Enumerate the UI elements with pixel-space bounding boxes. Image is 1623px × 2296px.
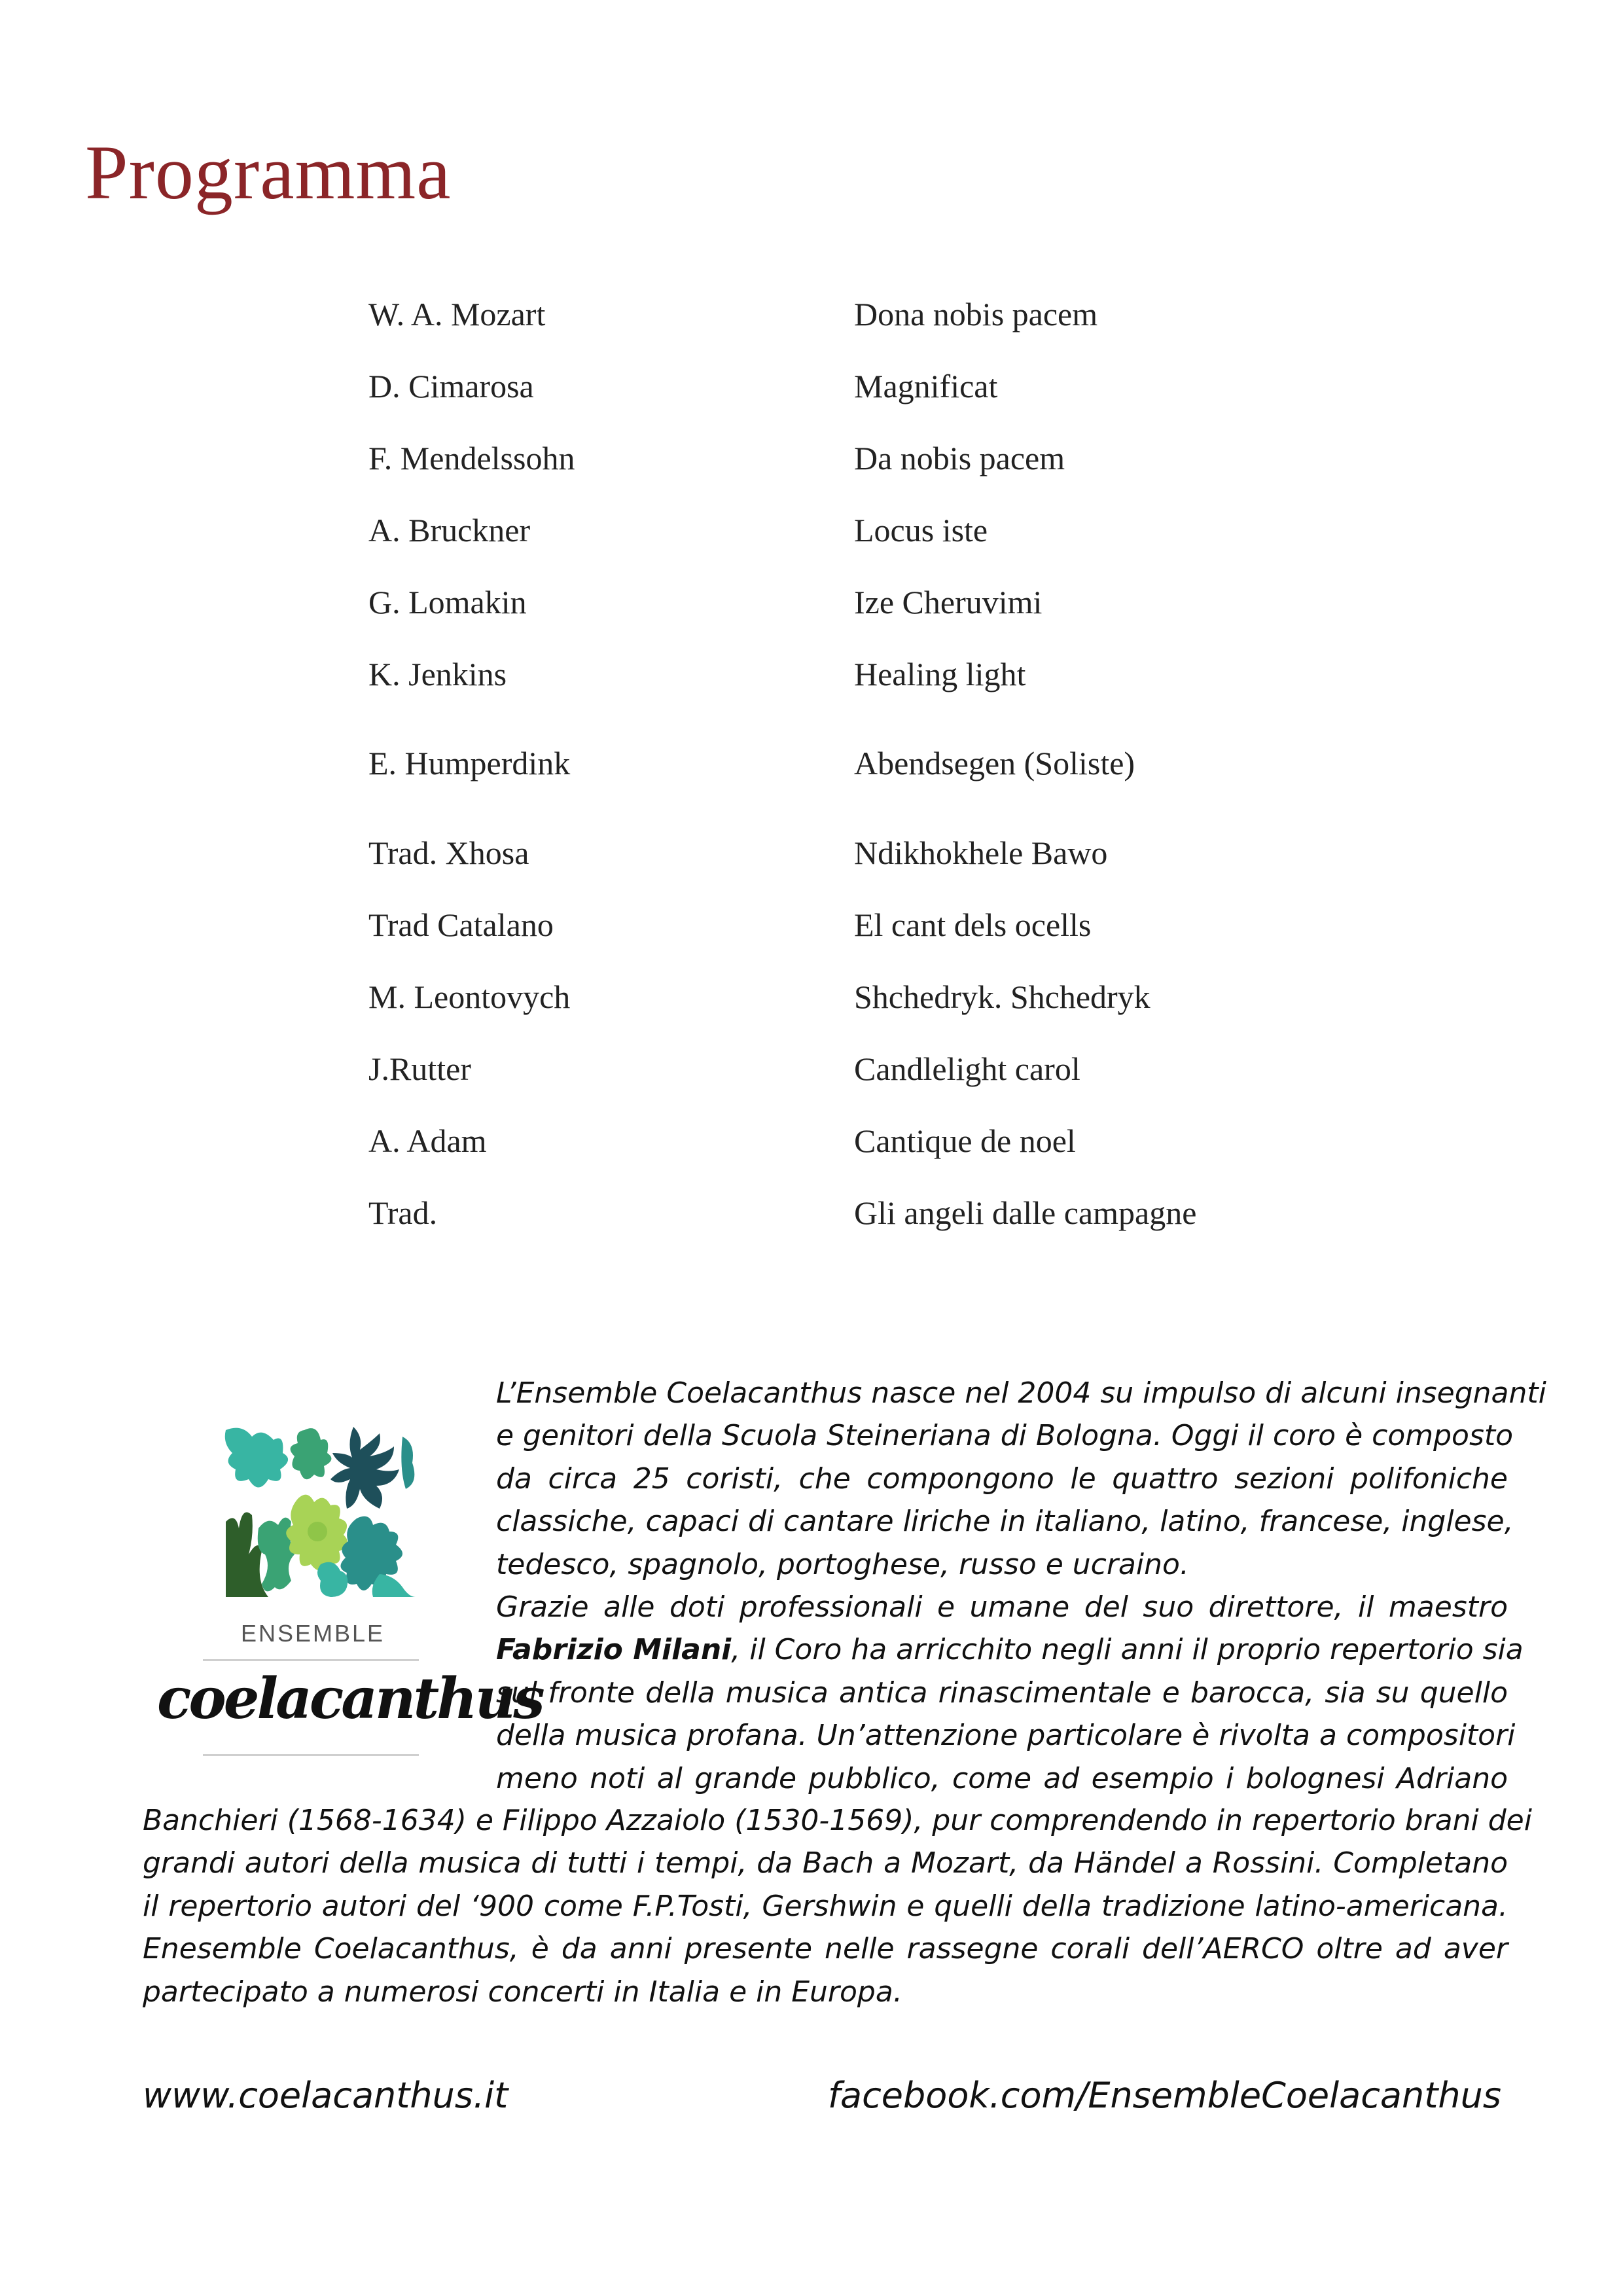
- piece-title: Da nobis pacem: [854, 440, 1065, 476]
- director-name: Fabrizio Milani: [496, 1633, 732, 1667]
- program-row: [0, 435, 1623, 481]
- program-row: [0, 974, 1623, 1020]
- bio-line: Banchieri (1568-1634) e Filippo Azzaiolo (1530-1569), pur comprendendo in repertorio brani dei: [143, 1804, 1532, 1837]
- composer-name: J.Rutter: [368, 1050, 471, 1087]
- composer-name: G. Lomakin: [368, 584, 527, 620]
- bio-text-bottom: [143, 1799, 1532, 2013]
- program-row: [0, 291, 1623, 337]
- bio-line: Grazie alle doti professionali e umane del suo direttore, il maestro: [496, 1590, 1508, 1624]
- composer-name: Trad Catalano: [368, 906, 554, 943]
- bio-line: tedesco, spagnolo, portoghese, russo e ucraino.: [496, 1547, 1189, 1581]
- ensemble-logo: [157, 1424, 543, 1764]
- composer-name: M. Leontovych: [368, 978, 571, 1015]
- bio-line: della musica profana. Un’attenzione particolare è rivolta a compositori: [496, 1719, 1516, 1753]
- composer-name: K. Jenkins: [368, 656, 507, 692]
- logo-divider: [203, 1659, 419, 1661]
- logo-ensemble-label: ENSEMBLE: [240, 1620, 385, 1647]
- bio-line: L’Ensemble Coelacanthus nasce nel 2004 su impulso di alcuni insegnanti: [496, 1376, 1546, 1410]
- composer-name: D. Cimarosa: [368, 368, 534, 404]
- piece-title: Gli angeli dalle campagne: [854, 1194, 1197, 1231]
- website-link[interactable]: www.coelacanthus.it: [143, 2075, 508, 2116]
- program-row: [0, 579, 1623, 625]
- bio-line: da circa 25 coristi, che compongono le quattro sezioni polifoniche: [496, 1462, 1508, 1496]
- bio-line: il Coro ha arricchito negli anni il proprio repertorio sia: [749, 1633, 1524, 1667]
- program-row: [0, 651, 1623, 697]
- piece-title: Locus iste: [854, 512, 988, 548]
- program-row: [0, 1118, 1623, 1164]
- program-row: [0, 1190, 1623, 1236]
- bio-line: Enesemble Coelacanthus, è da anni presente nelle rassegne corali dell’AERCO oltre ad aver: [143, 1932, 1508, 1966]
- page-title: Programma: [85, 130, 452, 215]
- composer-name: F. Mendelssohn: [368, 440, 575, 476]
- program-row: [0, 740, 1623, 786]
- logo-wordmark: coelacanthus: [157, 1666, 543, 1732]
- composer-name: Trad.: [368, 1194, 438, 1231]
- piece-title: El cant dels ocells: [854, 906, 1092, 943]
- composer-name: A. Bruckner: [368, 512, 531, 548]
- piece-title: Dona nobis pacem: [854, 296, 1098, 332]
- program-row: [0, 1046, 1623, 1092]
- composer-name: Trad. Xhosa: [368, 834, 529, 871]
- piece-title: Candlelight carol: [854, 1050, 1080, 1087]
- piece-title: Ndikhokhele Bawo: [854, 834, 1108, 871]
- bio-line: il repertorio autori del ‘900 come F.P.Tosti, Gershwin e quelli della tradizione latino-americana.: [143, 1889, 1508, 1923]
- composer-name: A. Adam: [368, 1122, 487, 1159]
- bio-line-director: Fabrizio Milani, il Coro ha arricchito negli anni il proprio repertorio sia: [496, 1633, 1524, 1667]
- composer-name: W. A. Mozart: [368, 296, 546, 332]
- bio-line: partecipato a numerosi concerti in Italia e in Europa.: [143, 1975, 902, 2009]
- piece-title: Cantique de noel: [854, 1122, 1076, 1159]
- piece-title: Ize Cheruvimi: [854, 584, 1043, 620]
- piece-title: Abendsegen (Soliste): [854, 745, 1135, 781]
- program-row: [0, 363, 1623, 409]
- program-row: [0, 902, 1623, 948]
- bio-line: grandi autori della musica di tutti i tempi, da Bach a Mozart, da Händel a Rossini. Completano: [143, 1846, 1508, 1880]
- bio-text-top: [496, 1372, 1546, 1800]
- bio-line: meno noti al grande pubblico, come ad esempio i bolognesi Adriano: [496, 1761, 1508, 1795]
- bio-line: sul fronte della musica antica rinascimentale e barocca, sia su quello: [496, 1676, 1508, 1710]
- program-row: [0, 507, 1623, 553]
- logo-divider: [203, 1754, 419, 1756]
- composer-name: E. Humperdink: [368, 745, 571, 781]
- facebook-link[interactable]: facebook.com/EnsembleCoelacanthus: [828, 2075, 1501, 2116]
- leaf-pattern-icon: [223, 1424, 419, 1600]
- piece-title: Magnificat: [854, 368, 998, 404]
- program-row: [0, 830, 1623, 876]
- piece-title: Healing light: [854, 656, 1026, 692]
- bio-line: e genitori della Scuola Steineriana di Bologna. Oggi il coro è composto: [496, 1419, 1514, 1453]
- bio-line: classiche, capaci di cantare liriche in italiano, latino, francese, inglese,: [496, 1505, 1514, 1539]
- piece-title: Shchedryk. Shchedryk: [854, 978, 1150, 1015]
